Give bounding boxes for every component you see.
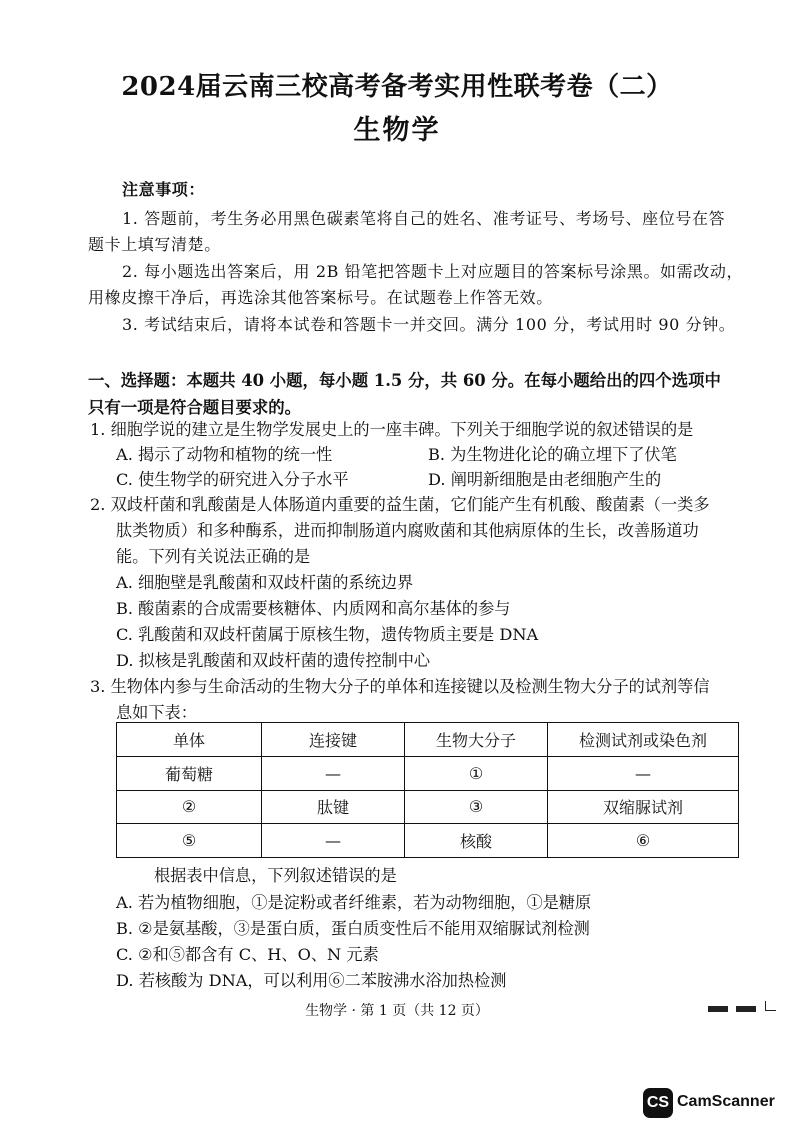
q3-table — [116, 722, 739, 858]
q2-stem-3: 能。下列有关说法正确的是 — [116, 547, 311, 566]
notice-line-2a: 2. 每小题选出答案后，用 2B 铅笔把答题卡上对应题目的答案标号涂黑。如需改动， — [122, 262, 744, 281]
q2-stem-1: 2. 双歧杆菌和乳酸菌是人体肠道内重要的益生菌，它们能产生有机酸、酸菌素（一类多 — [90, 495, 710, 514]
exam-title: 2024届云南三校高考备考实用性联考卷（二） — [121, 72, 673, 102]
table-cell: ② — [117, 790, 262, 824]
corner-mark — [765, 1001, 776, 1011]
q2-stem-2: 肽类物质）和多种酶系，进而抑制肠道内腐败菌和其他病原体的生长，改善肠道功 — [116, 521, 699, 540]
q1-stem: 1. 细胞学说的建立是生物学发展史上的一座丰碑。下列关于细胞学说的叙述错误的是 — [90, 420, 694, 439]
q2-option-a: A. 细胞壁是乳酸菌和双歧杆菌的系统边界 — [116, 573, 414, 592]
q3-stem-2: 息如下表： — [116, 703, 197, 722]
camscanner-logo-icon: CS — [643, 1088, 673, 1118]
table-header-cell: 连接键 — [262, 723, 405, 757]
table-header-cell: 单体 — [117, 723, 262, 757]
table-cell: — — [262, 756, 405, 790]
notice-line-1b: 题卡上填写清楚。 — [88, 235, 221, 254]
section-heading-b: 只有一项是符合题目要求的。 — [88, 398, 302, 417]
q3-stem-1: 3. 生物体内参与生命活动的生物大分子的单体和连接键以及检测生物大分子的试剂等信 — [90, 677, 710, 696]
table-cell: 肽键 — [262, 790, 405, 824]
q1-option-d: D. 阐明新细胞是由老细胞产生的 — [428, 470, 662, 489]
table-row — [117, 790, 739, 824]
table-cell: ⑤ — [117, 824, 262, 858]
notice-line-1a: 1. 答题前，考生务必用黑色碳素笔将自己的姓名、准考证号、考场号、座位号在答 — [122, 209, 726, 228]
section-heading-a: 一、选择题：本题共 40 小题，每小题 1.5 分，共 60 分。在每小题给出的四个选项中 — [88, 371, 721, 390]
notice-line-2b: 用橡皮擦干净后，再选涂其他答案标号。在试题卷上作答无效。 — [88, 288, 553, 307]
notice-heading: 注意事项： — [122, 180, 206, 199]
table-cell: ③ — [405, 790, 548, 824]
q1-option-c: C. 使生物学的研究进入分子水平 — [116, 470, 349, 489]
table-row — [117, 756, 739, 790]
table-cell: 双缩脲试剂 — [548, 790, 739, 824]
q2-option-d: D. 拟核是乳酸菌和双歧杆菌的遗传控制中心 — [116, 651, 431, 670]
table-header-cell: 检测试剂或染色剂 — [548, 723, 739, 757]
q3-lead: 根据表中信息，下列叙述错误的是 — [154, 866, 397, 885]
q3-option-b: B. ②是氨基酸，③是蛋白质，蛋白质变性后不能用双缩脲试剂检测 — [116, 919, 590, 938]
camscanner-brand: CamScanner — [677, 1093, 775, 1110]
registration-mark — [736, 1006, 756, 1012]
table-cell: 葡萄糖 — [117, 756, 262, 790]
q1-option-b: B. 为生物进化论的确立埋下了伏笔 — [428, 445, 677, 464]
table-row — [117, 824, 739, 858]
q3-option-c: C. ②和⑤都含有 C、H、O、N 元素 — [116, 945, 379, 964]
notice-line-3: 3. 考试结束后，请将本试卷和答题卡一并交回。满分 100 分，考试用时 90 分钟。 — [122, 315, 736, 334]
q1-option-a: A. 揭示了动物和植物的统一性 — [116, 445, 333, 464]
table-header-row — [117, 723, 739, 757]
page-footer: 生物学 · 第 1 页（共 12 页） — [305, 1003, 489, 1019]
q3-option-d: D. 若核酸为 DNA，可以利用⑥二苯胺沸水浴加热检测 — [116, 971, 507, 990]
table-cell: — — [548, 756, 739, 790]
registration-mark — [708, 1006, 728, 1012]
q3-option-a: A. 若为植物细胞，①是淀粉或者纤维素，若为动物细胞，①是糖原 — [116, 893, 592, 912]
table-header-cell: 生物大分子 — [405, 723, 548, 757]
table-cell: — — [262, 824, 405, 858]
table-cell: ⑥ — [548, 824, 739, 858]
q2-option-c: C. 乳酸菌和双歧杆菌属于原核生物，遗传物质主要是 DNA — [116, 625, 539, 644]
subject-title: 生物学 — [353, 115, 441, 146]
q2-option-b: B. 酸菌素的合成需要核糖体、内质网和高尔基体的参与 — [116, 599, 511, 618]
table-cell: 核酸 — [405, 824, 548, 858]
table-cell: ① — [405, 756, 548, 790]
